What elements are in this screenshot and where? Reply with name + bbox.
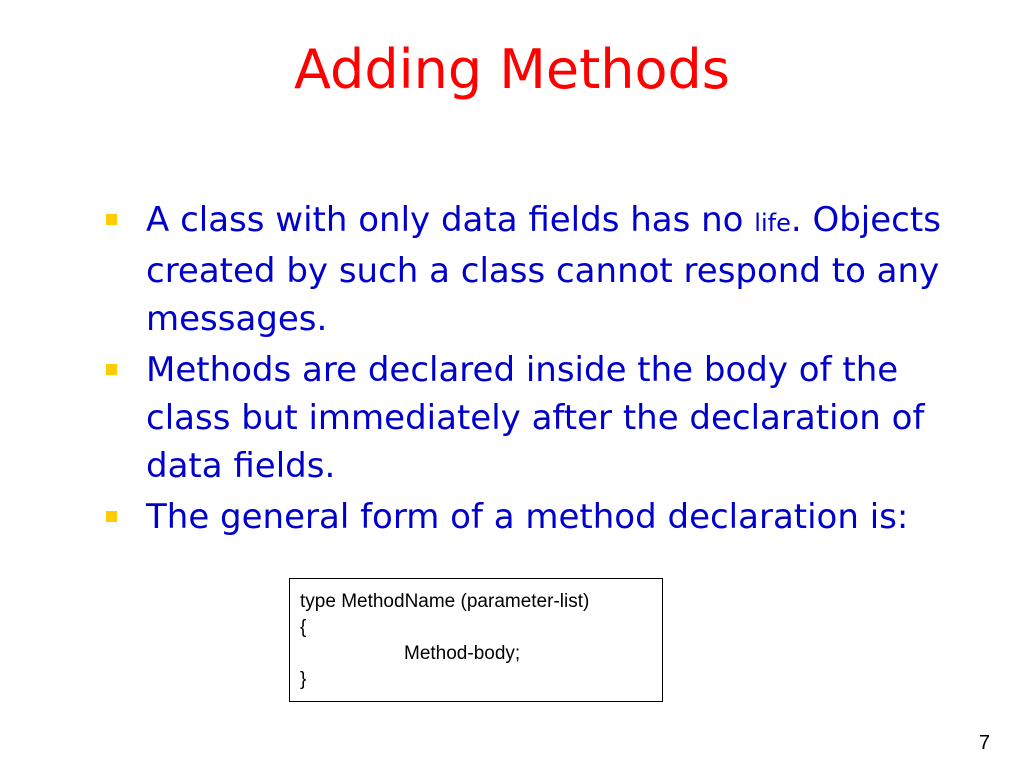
square-bullet-icon xyxy=(106,214,117,225)
method-declaration-code-box xyxy=(289,578,663,702)
square-bullet-icon xyxy=(106,364,117,375)
bullet-item xyxy=(106,196,986,343)
bullet-list xyxy=(106,196,986,544)
code-line-signature: type MethodName (parameter-list) xyxy=(300,591,590,612)
code-line-close-brace: } xyxy=(300,669,307,690)
slide-title: Adding Methods xyxy=(294,38,730,101)
square-bullet-icon xyxy=(106,511,117,522)
bullet-item xyxy=(106,346,986,490)
bullet-text-after: . Objects created by such a class cannot respond to any messages. xyxy=(146,200,941,339)
bullet-text: The general form of a method declaration is: xyxy=(146,497,909,537)
bullet-text: Methods are declared inside the body of the class but immediately after the declaration of data fields. xyxy=(146,350,925,486)
code-line-open-brace: { xyxy=(300,617,307,638)
bullet-text-before: A class with only data fields has no xyxy=(146,200,755,240)
bullet-item xyxy=(106,493,986,541)
page-number: 7 xyxy=(978,732,990,754)
code-line-body: Method-body; xyxy=(404,643,521,664)
bullet-small-word: life xyxy=(754,209,791,237)
